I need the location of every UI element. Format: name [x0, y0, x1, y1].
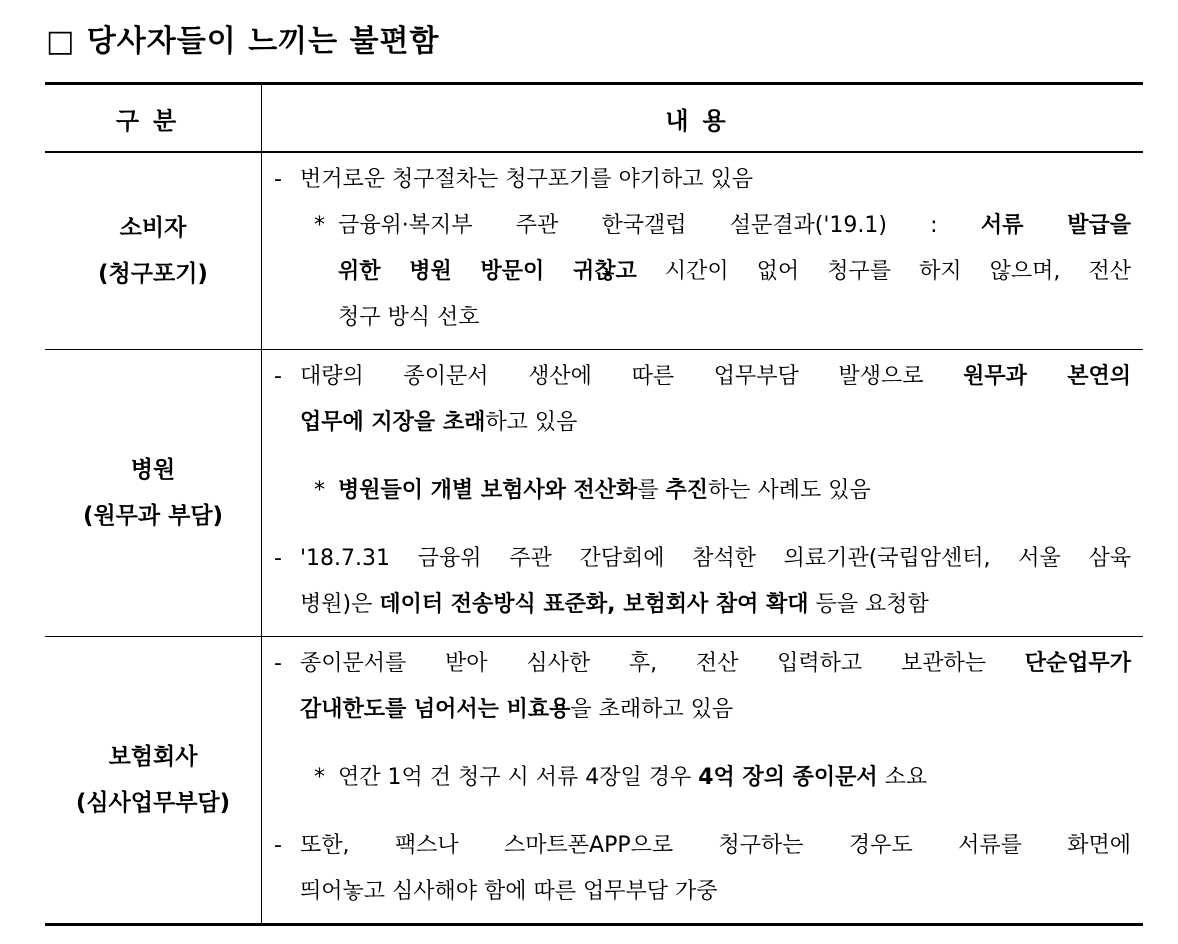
- text-line: [274, 582, 1131, 628]
- content-cell: [262, 637, 1144, 925]
- text: 소요: [877, 765, 928, 790]
- category-subtitle: (청구포기): [98, 261, 208, 287]
- table-row: [45, 637, 1143, 925]
- table-header: [45, 84, 1143, 153]
- text: 금융위·복지부 주관 한국갤럽 설문결과('19.1) :: [338, 213, 981, 238]
- bold-text: 위한 병원 방문이 귀찮고: [338, 259, 637, 284]
- category-subtitle: (원무과 부담): [82, 503, 224, 529]
- text-line: [274, 468, 1131, 514]
- category-subtitle: (심사업무부담): [75, 790, 231, 816]
- text: 을 초래하고 있음: [570, 697, 734, 722]
- text-line: [274, 755, 1131, 801]
- category-cell: [45, 637, 262, 925]
- asterisk-bullet: *: [314, 213, 325, 238]
- bullet-item: [274, 157, 1131, 203]
- bold-text: 4억 장의 종이문서: [698, 765, 878, 790]
- category-cell: [45, 152, 262, 350]
- text-line: [274, 400, 1131, 446]
- category-name: 보험회사: [108, 744, 198, 770]
- text: 청구 방식 선호: [338, 305, 480, 330]
- asterisk-bullet: *: [314, 765, 325, 790]
- text: 대량의 종이문서 생산에 따른 업무부담 발생으로: [300, 364, 964, 389]
- text: 번거로운 청구절차는 청구포기를 야기하고 있음: [300, 167, 754, 192]
- text-line: [274, 869, 1131, 915]
- category-name: 소비자: [119, 215, 187, 241]
- category-name: 병원: [130, 457, 176, 483]
- bullet-item: [274, 641, 1131, 733]
- footnote-item: [274, 755, 1131, 801]
- table-row: [45, 350, 1143, 637]
- asterisk-bullet: *: [314, 478, 325, 503]
- text: 시간이 없어 청구를 하지 않으며, 전산: [636, 259, 1132, 284]
- bold-text: 서류 발급을: [980, 213, 1131, 238]
- dash-bullet: -: [274, 167, 282, 192]
- bold-text: 데이터 전송방식 표준화, 보험회사 참여 확대: [379, 592, 809, 617]
- text: 하는 사례도 있음: [708, 478, 871, 503]
- dash-bullet: -: [274, 364, 282, 389]
- text-line: [274, 823, 1131, 869]
- bold-text: 업무에 지장을 초래: [300, 410, 486, 435]
- text-line: [274, 641, 1131, 687]
- text: 등을 요청함: [808, 592, 929, 617]
- text-line: [274, 687, 1131, 733]
- content-cell: [262, 152, 1144, 350]
- text-line: [274, 203, 1131, 249]
- content-cell: [262, 350, 1144, 637]
- text-line: [274, 249, 1131, 295]
- text-line: [274, 295, 1131, 341]
- header-category: 구분: [45, 84, 262, 153]
- table-row: [45, 152, 1143, 350]
- bullet-item: [274, 536, 1131, 628]
- category-cell: [45, 350, 262, 637]
- text: 연간 1억 건 청구 시 서류 4장일 경우: [338, 765, 699, 790]
- bullet-item: [274, 354, 1131, 446]
- text-line: [274, 157, 1131, 203]
- footnote-item: [274, 203, 1131, 341]
- text: 띄어놓고 심사해야 함에 따른 업무부담 가중: [300, 879, 718, 904]
- text: 하고 있음: [485, 410, 578, 435]
- bold-text: 단순업무가: [1024, 651, 1131, 676]
- text: 병원)은: [300, 592, 380, 617]
- section-title: □ 당사자들이 느끼는 불편함: [46, 24, 440, 59]
- bold-text: 병원들이 개별 보험사와 전산화: [338, 478, 638, 503]
- text: '18.7.31 금융위 주관 간담회에 참석한 의료기관(국립암센터, 서울 삼육: [300, 546, 1131, 571]
- bold-text: 추진: [665, 478, 709, 503]
- dash-bullet: -: [274, 651, 282, 676]
- bold-text: 원무과 본연의: [963, 364, 1131, 389]
- bold-text: 감내한도를 넘어서는 비효용: [300, 697, 571, 722]
- text: 종이문서를 받아 심사한 후, 전산 입력하고 보관하는: [300, 651, 1025, 676]
- dash-bullet: -: [274, 833, 282, 858]
- dash-bullet: -: [274, 546, 282, 571]
- footnote-item: [274, 468, 1131, 514]
- text-line: [274, 354, 1131, 400]
- inconvenience-table: [45, 82, 1143, 926]
- header-content: 내용: [262, 84, 1144, 153]
- text-line: [274, 536, 1131, 582]
- bullet-item: [274, 823, 1131, 915]
- text: 를: [637, 478, 666, 503]
- text: 또한, 팩스나 스마트폰APP으로 청구하는 경우도 서류를 화면에: [300, 833, 1131, 858]
